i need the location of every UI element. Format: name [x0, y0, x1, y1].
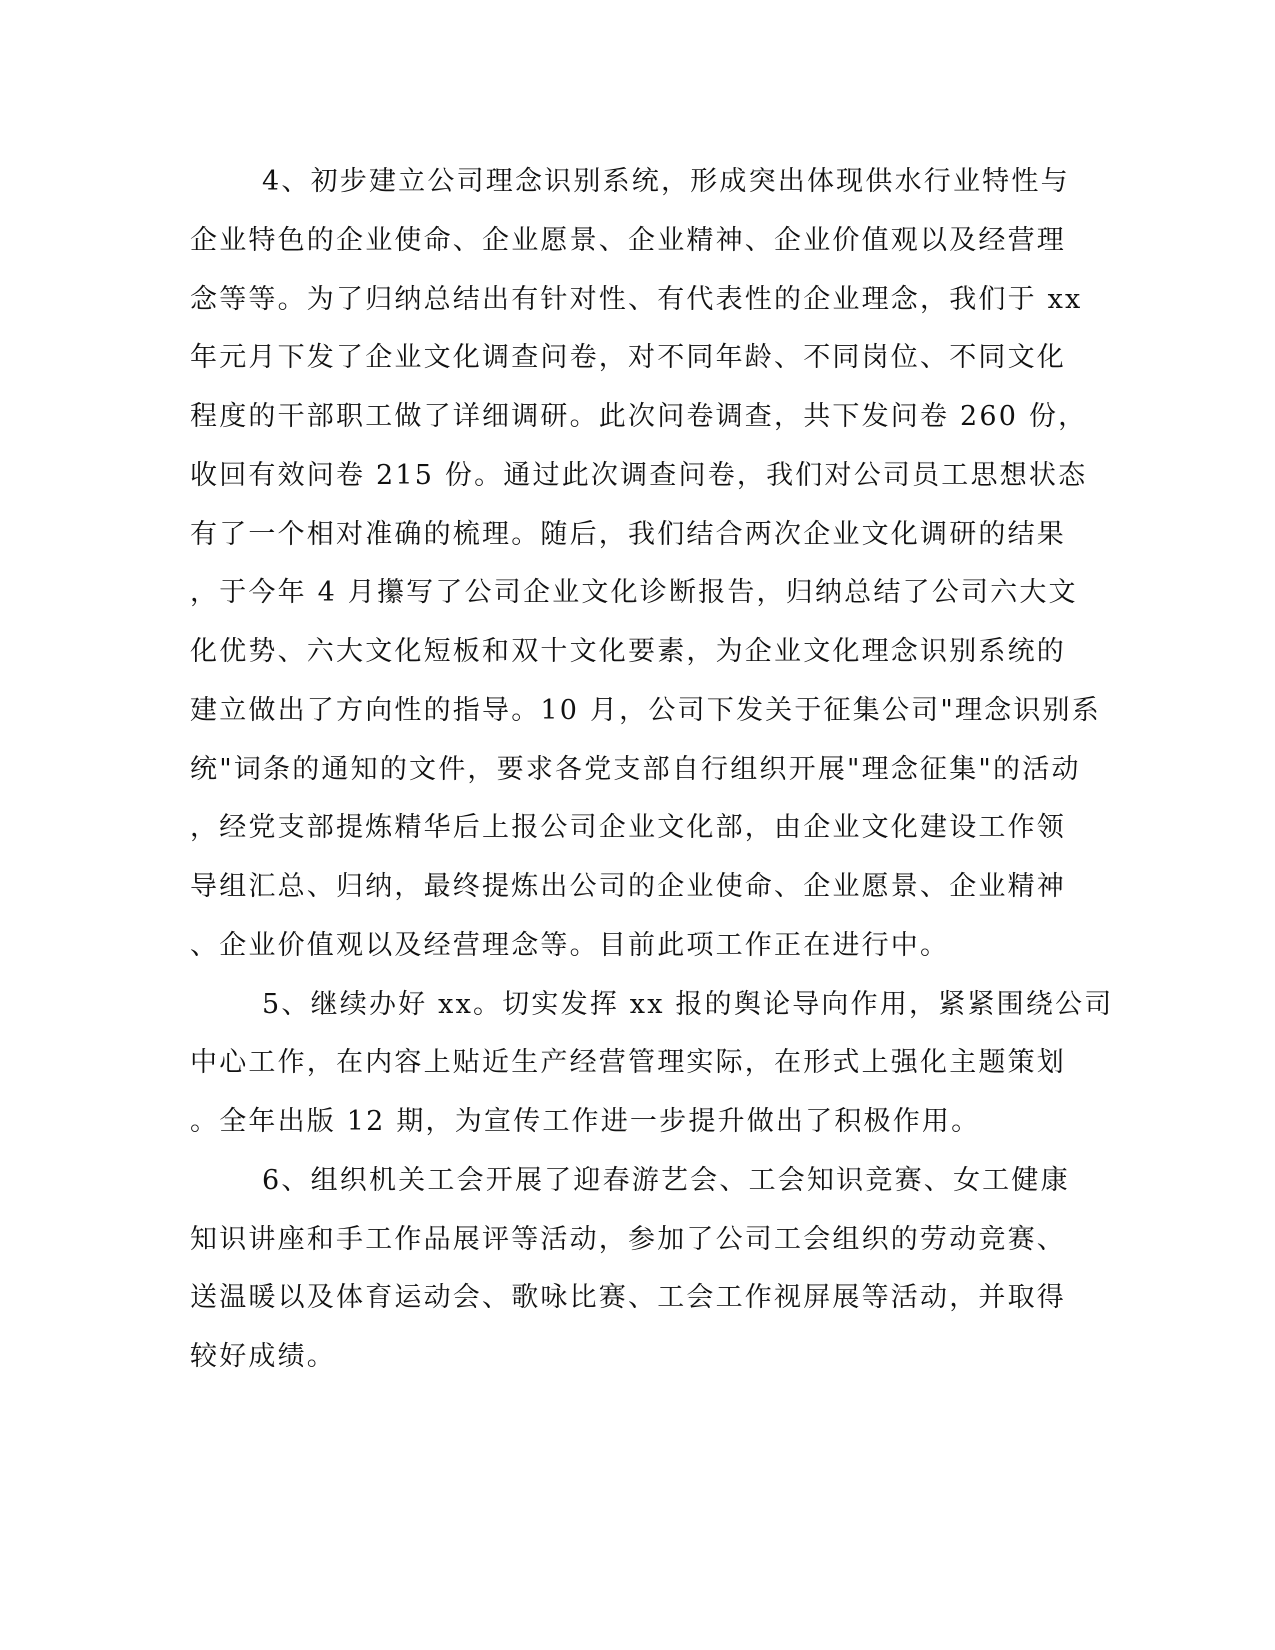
- text-line: 统"词条的通知的文件，要求各党支部自行组织开展"理念征集"的活动: [190, 754, 1081, 785]
- text-line: 化优势、六大文化短板和双十文化要素，为企业文化理念识别系统的: [190, 636, 1066, 667]
- text-line: 收回有效问卷 215 份。通过此次调查问卷，我们对公司员工思想状态: [190, 460, 1088, 491]
- text-line: 企业特色的企业使命、企业愿景、企业精神、企业价值观以及经营理: [190, 225, 1066, 256]
- text-line: 、企业价值观以及经营理念等。目前此项工作正在进行中。: [190, 930, 950, 961]
- text-line: 导组汇总、归纳，最终提炼出公司的企业使命、企业愿景、企业精神: [190, 871, 1066, 902]
- text-line: 知识讲座和手工作品展评等活动，参加了公司工会组织的劳动竞赛、: [190, 1224, 1066, 1255]
- text-line: 5、继续办好 xx。切实发挥 xx 报的舆论导向作用，紧紧围绕公司: [262, 989, 1114, 1020]
- text-line: 念等等。为了归纳总结出有针对性、有代表性的企业理念，我们于 xx: [190, 284, 1083, 315]
- text-line: 较好成绩。: [190, 1341, 336, 1372]
- text-line: 程度的干部职工做了详细调研。此次问卷调查，共下发问卷 260 份，: [190, 401, 1088, 432]
- text-line: ，于今年 4 月攥写了公司企业文化诊断报告，归纳总结了公司六大文: [190, 577, 1078, 608]
- text-line: 有了一个相对准确的梳理。随后，我们结合两次企业文化调研的结果: [190, 519, 1066, 550]
- text-line: 送温暖以及体育运动会、歌咏比赛、工会工作视屏展等活动，并取得: [190, 1282, 1066, 1313]
- text-line: 建立做出了方向性的指导。10 月，公司下发关于征集公司"理念识别系: [190, 695, 1101, 726]
- text-line: 4、初步建立公司理念识别系统，形成突出体现供水行业特性与: [262, 166, 1070, 197]
- text-line: 。全年出版 12 期，为宣传工作进一步提升做出了积极作用。: [190, 1106, 981, 1137]
- text-line: ，经党支部提炼精华后上报公司企业文化部，由企业文化建设工作领: [190, 812, 1066, 843]
- text-line: 中心工作，在内容上贴近生产经营管理实际，在形式上强化主题策划: [190, 1047, 1066, 1078]
- text-line: 6、组织机关工会开展了迎春游艺会、工会知识竞赛、女工健康: [262, 1165, 1070, 1196]
- text-line: 年元月下发了企业文化调查问卷，对不同年龄、不同岗位、不同文化: [190, 342, 1066, 373]
